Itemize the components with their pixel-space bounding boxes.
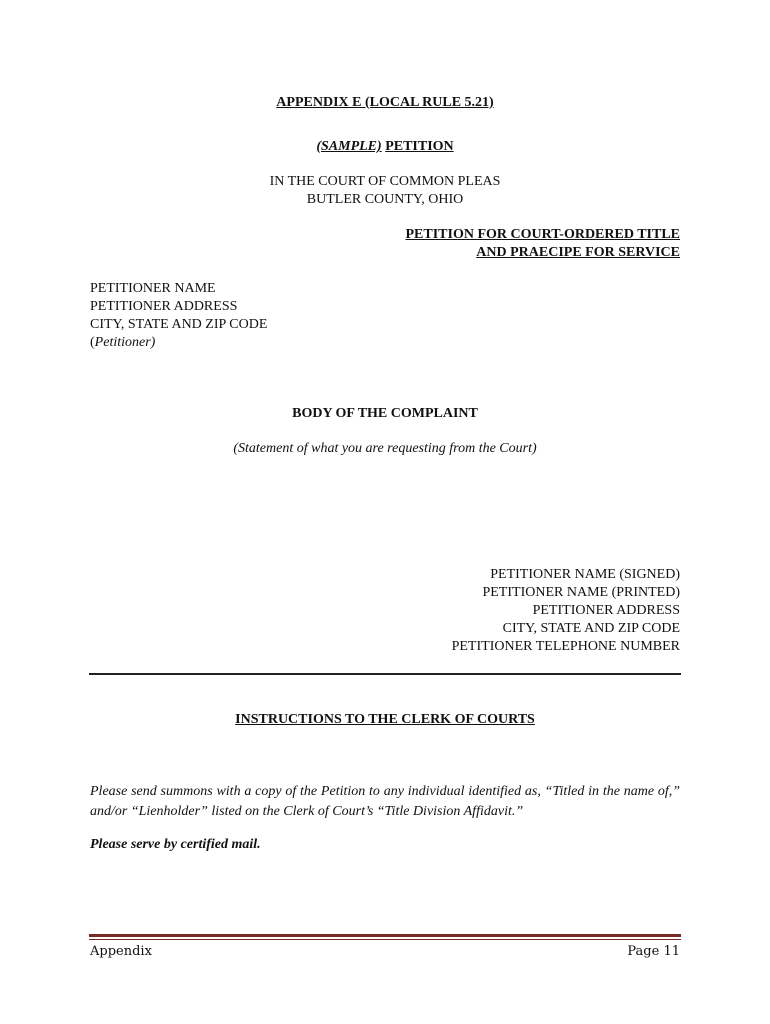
footer-page-number: Page 11 (627, 944, 680, 959)
petitioner-city-state-zip: CITY, STATE AND ZIP CODE (90, 317, 268, 332)
petitioner-address: PETITIONER ADDRESS (90, 299, 238, 314)
caption-line-2: AND PRAECIPE FOR SERVICE (476, 245, 680, 260)
service-note: Please serve by certified mail. (90, 837, 261, 852)
signature-telephone: PETITIONER TELEPHONE NUMBER (451, 639, 680, 654)
signature-address: PETITIONER ADDRESS (532, 603, 680, 618)
instructions-paragraph: Please send summons with a copy of the Petition to any individual identified as, “Titled in the name of,” and/or “Lienholder” listed on the Clerk of Court’s “Title Division Affidavit.” (90, 784, 680, 819)
petitioner-name: PETITIONER NAME (90, 281, 216, 296)
petition-label: PETITION (385, 139, 454, 154)
role-paren: ( (90, 335, 95, 350)
petition-title (90, 138, 680, 156)
petitioner-role (90, 334, 267, 352)
section-divider (89, 673, 681, 675)
court-line-1: IN THE COURT OF COMMON PLEAS (269, 174, 501, 189)
signature-printed: PETITIONER NAME (PRINTED) (482, 585, 680, 600)
petitioner-block (90, 280, 267, 352)
footer-left: Appendix (90, 944, 152, 959)
footer-rule-thin (89, 939, 681, 940)
signature-block (452, 566, 680, 656)
signature-signed: PETITIONER NAME (SIGNED) (490, 567, 680, 582)
role-label: Petitioner) (94, 335, 156, 350)
case-caption (405, 226, 680, 262)
sample-label: (SAMPLE) (316, 139, 382, 154)
court-heading (90, 173, 680, 209)
caption-line-1: PETITION FOR COURT-ORDERED TITLE (405, 227, 680, 242)
court-line-2: BUTLER COUNTY, OHIO (306, 192, 464, 207)
signature-city-state-zip: CITY, STATE AND ZIP CODE (502, 621, 680, 636)
instructions-heading: INSTRUCTIONS TO THE CLERK OF COURTS (235, 712, 535, 727)
footer-rule (89, 934, 681, 937)
complaint-statement: (Statement of what you are requesting from the Court) (233, 441, 537, 456)
complaint-heading: BODY OF THE COMPLAINT (292, 406, 478, 421)
appendix-title: APPENDIX E (LOCAL RULE 5.21) (276, 95, 494, 110)
